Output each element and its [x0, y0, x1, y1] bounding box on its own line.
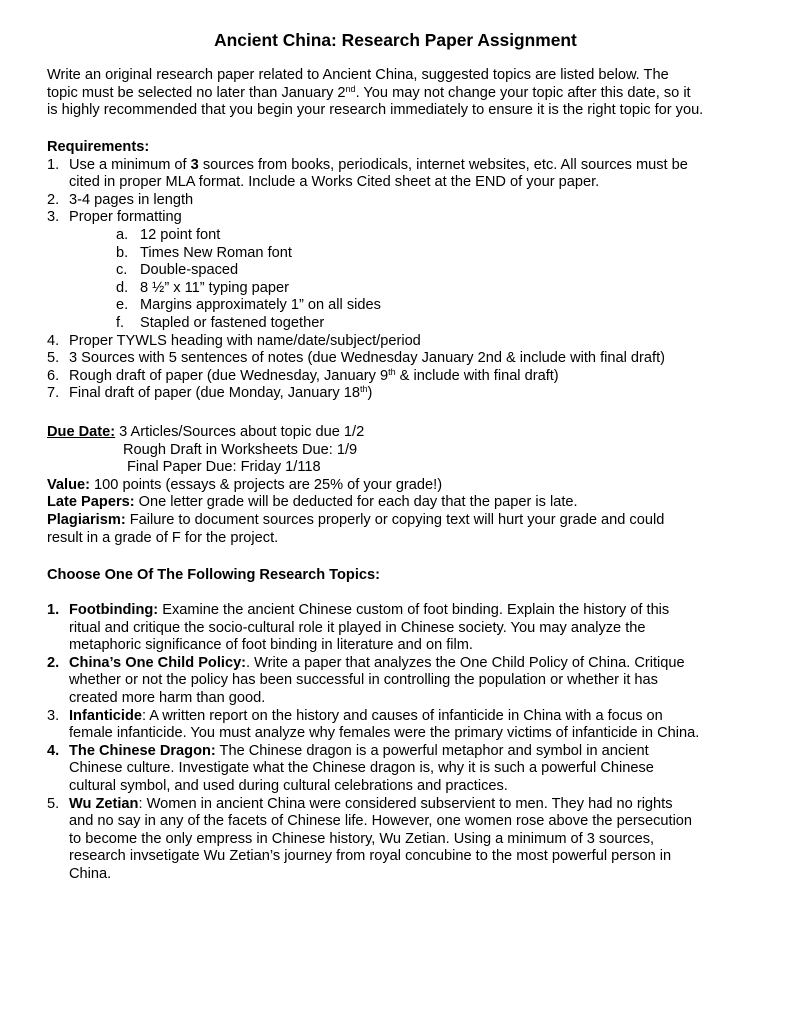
intro-line: Write an original research paper related to Ancient China, suggested topics are listed below. The [47, 67, 669, 83]
formatting-item: a. 12 point font [116, 226, 221, 243]
requirements-section [47, 139, 747, 403]
requirement-item: 2. 3-4 pages in length [47, 191, 194, 208]
late-papers-line: Late Papers: One letter grade will be deducted for each day that the paper is late. [47, 494, 578, 511]
formatting-item: e. Margins approximately 1” on all sides [116, 297, 381, 314]
topics-heading: Choose One Of The Following Research Topics: [47, 567, 380, 583]
requirements-heading: Requirements: [47, 139, 150, 155]
due-date-label: Due Date: [47, 424, 116, 440]
requirement-item: 6. Rough draft of paper (due Wednesday, January 9th & include with final draft) [47, 366, 559, 384]
plagiarism-line: result in a grade of F for the project. [47, 529, 279, 546]
requirement-item: 3. Proper formatting [47, 209, 182, 226]
due-date-line: Due Date: 3 Articles/Sources about topic due 1/2 [47, 424, 365, 440]
requirement-item: 4. Proper TYWLS heading with name/date/subject/period [47, 332, 421, 349]
formatting-item: b. Times New Roman font [116, 244, 292, 261]
due-section [47, 424, 747, 547]
topic-item: 1. Footbinding: Examine the ancient Chinese custom of foot binding. Explain the history of this ritual and critique the socio-cultural role it played in Chinese society. You may analyze the metaphoric significance of foot binding in literature and on film. [47, 602, 670, 654]
intro-paragraph [47, 67, 747, 120]
value-line: Value: 100 points (essays & projects are 25% of your grade!) [47, 476, 443, 493]
topic-item: 2. China’s One Child Policy:. Write a paper that analyzes the One Child Policy of China. Critique whether or not the policy has been successful in controlling the population or whether it has created more harm than good. [47, 654, 685, 706]
intro-line: topic must be selected no later than January 2nd. You may not change your topic after this date, so it [47, 83, 691, 101]
formatting-sublist [47, 227, 747, 333]
topics-list [47, 602, 747, 884]
requirements-list [47, 157, 747, 227]
due-date-line: Final Paper Due: Friday 1/118 [127, 459, 321, 476]
formatting-item: d. 8 ½” x 11” typing paper [116, 279, 289, 296]
topic-item: 5. Wu Zetian: Women in ancient China were considered subservient to men. They had no rights and no say in any of the facets of Chinese life. However, one women rose above the persecution to become the only empress in Chinese history, Wu Zetian. Using a minimum of 3 sources, research invsetigate Wu Zetian’s journey from royal concubine to the most powerful person in China. [47, 795, 693, 882]
topic-item: 3. Infanticide: A written report on the history and causes of infanticide in China with a focus on female infanticide. You must analyze why females were the primary victims of infanticide in China. [47, 707, 700, 742]
topics-section [47, 602, 747, 884]
intro-line: is highly recommended that you begin your research immediately to ensure it is the right topic for you. [47, 102, 704, 119]
requirement-item: 1. Use a minimum of 3 sources from books, periodicals, internet websites, etc. All sources must be cited in proper MLA format. Include a Works Cited sheet at the END of your paper. [47, 156, 688, 191]
formatting-item: c. Double-spaced [116, 262, 239, 279]
requirement-item: 5. 3 Sources with 5 sentences of notes (due Wednesday January 2nd & include with final draft) [47, 350, 665, 367]
document-title: Ancient China: Research Paper Assignment [214, 30, 577, 50]
requirements-list-continued [47, 333, 747, 403]
plagiarism-line: Plagiarism: Failure to document sources properly or copying text will hurt your grade and could [47, 511, 665, 528]
due-date-line: Rough Draft in Worksheets Due: 1/9 [123, 441, 358, 458]
topic-item: 4. The Chinese Dragon: The Chinese dragon is a powerful metaphor and symbol in ancient Chinese culture. Investigate what the Chinese dragon is, why it is such a powerful Chinese cultural symbol, and used during cultural celebrations and practices. [47, 742, 654, 794]
formatting-item: f. Stapled or fastened together [116, 314, 325, 331]
requirement-item: 7. Final draft of paper (due Monday, January 18th) [47, 384, 373, 402]
